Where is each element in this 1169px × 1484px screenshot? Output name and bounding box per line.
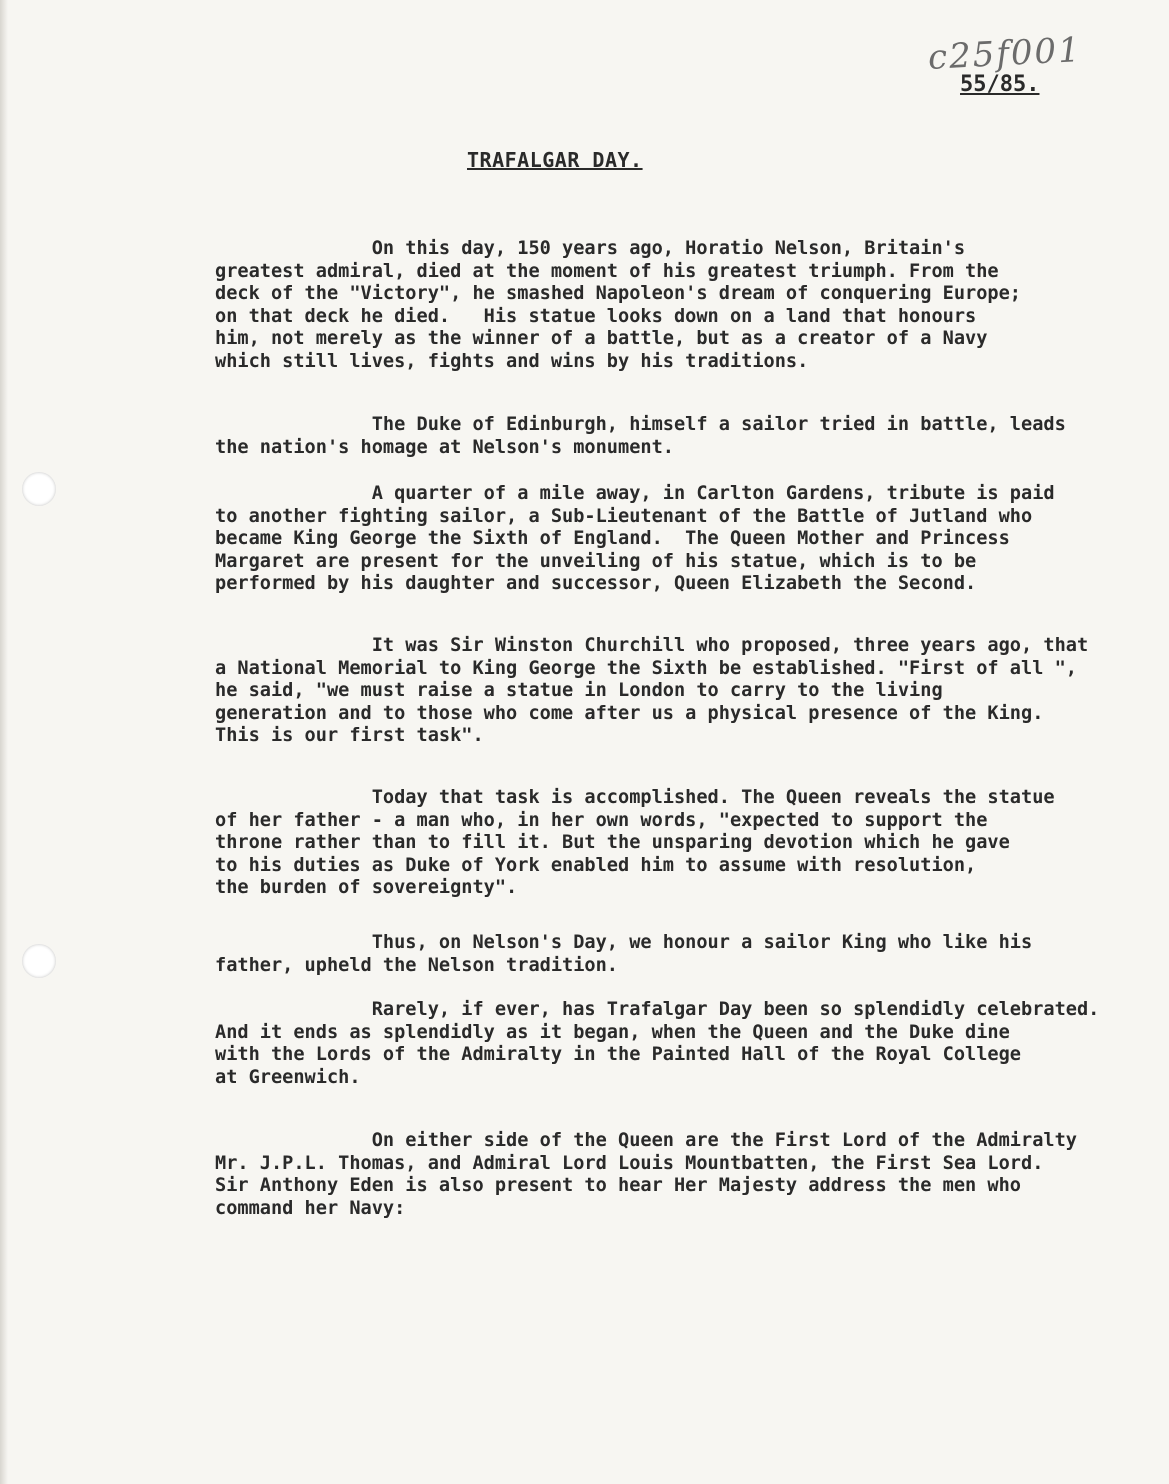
- punch-hole: [22, 472, 56, 506]
- paragraph: On this day, 150 years ago, Horatio Nelson, Britain's greatest admiral, died at the moment of his greatest triumph. From the deck of the "Victory", he smashed Napoleon's dream of conquering Europe; on that deck he died. His statue looks down on a land that honours him, not merely as the winner of a battle, but as a creator of a Navy which still lives, fights and wins by his traditions.: [215, 238, 1021, 372]
- handwritten-archive-number: c25f001: [927, 30, 1083, 78]
- page-binding-edge: [0, 0, 8, 1484]
- paragraph: Today that task is accomplished. The Queen reveals the statue of her father - a man who, in her own words, "expected to support the throne rather than to fill it. But the unsparing devotion which he gave to his duties as Duke of York enabled him to assume with resolution, the burden of sovereignty".: [215, 787, 1055, 899]
- page-title: TRAFALGAR DAY.: [467, 148, 643, 172]
- paragraph: Rarely, if ever, has Trafalgar Day been so splendidly celebrated. And it ends as splendidly as it began, when the Queen and the Duke dine with the Lords of the Admiralty in the Painted Hall of the Royal College at Greenwich.: [215, 999, 1100, 1088]
- paragraph: A quarter of a mile away, in Carlton Gardens, tribute is paid to another fighting sailor, a Sub-Lieutenant of the Battle of Jutland who became King George the Sixth of England. The Queen Mother and Princess Margaret are present for the unveiling of his statue, which is to be performed by his daughter and successor, Queen Elizabeth the Second.: [215, 483, 1055, 595]
- punch-hole: [22, 944, 56, 978]
- reference-number: 55/85.: [960, 72, 1040, 97]
- paragraph: Thus, on Nelson's Day, we honour a sailor King who like his father, upheld the Nelson tradition.: [215, 932, 1033, 976]
- paragraph: The Duke of Edinburgh, himself a sailor tried in battle, leads the nation's homage at Nelson's monument.: [215, 414, 1066, 458]
- paragraph: It was Sir Winston Churchill who proposed, three years ago, that a National Memorial to King George the Sixth be established. "First of all ", he said, "we must raise a statue in London to carry to the living generation and to those who come after us a physical presence of the King. This is our first task".: [215, 635, 1089, 747]
- paragraph: On either side of the Queen are the First Lord of the Admiralty Mr. J.P.L. Thomas, and Admiral Lord Louis Mountbatten, the First Sea Lord. Sir Anthony Eden is also present to hear Her Majesty address the men who command her Navy:: [215, 1130, 1077, 1219]
